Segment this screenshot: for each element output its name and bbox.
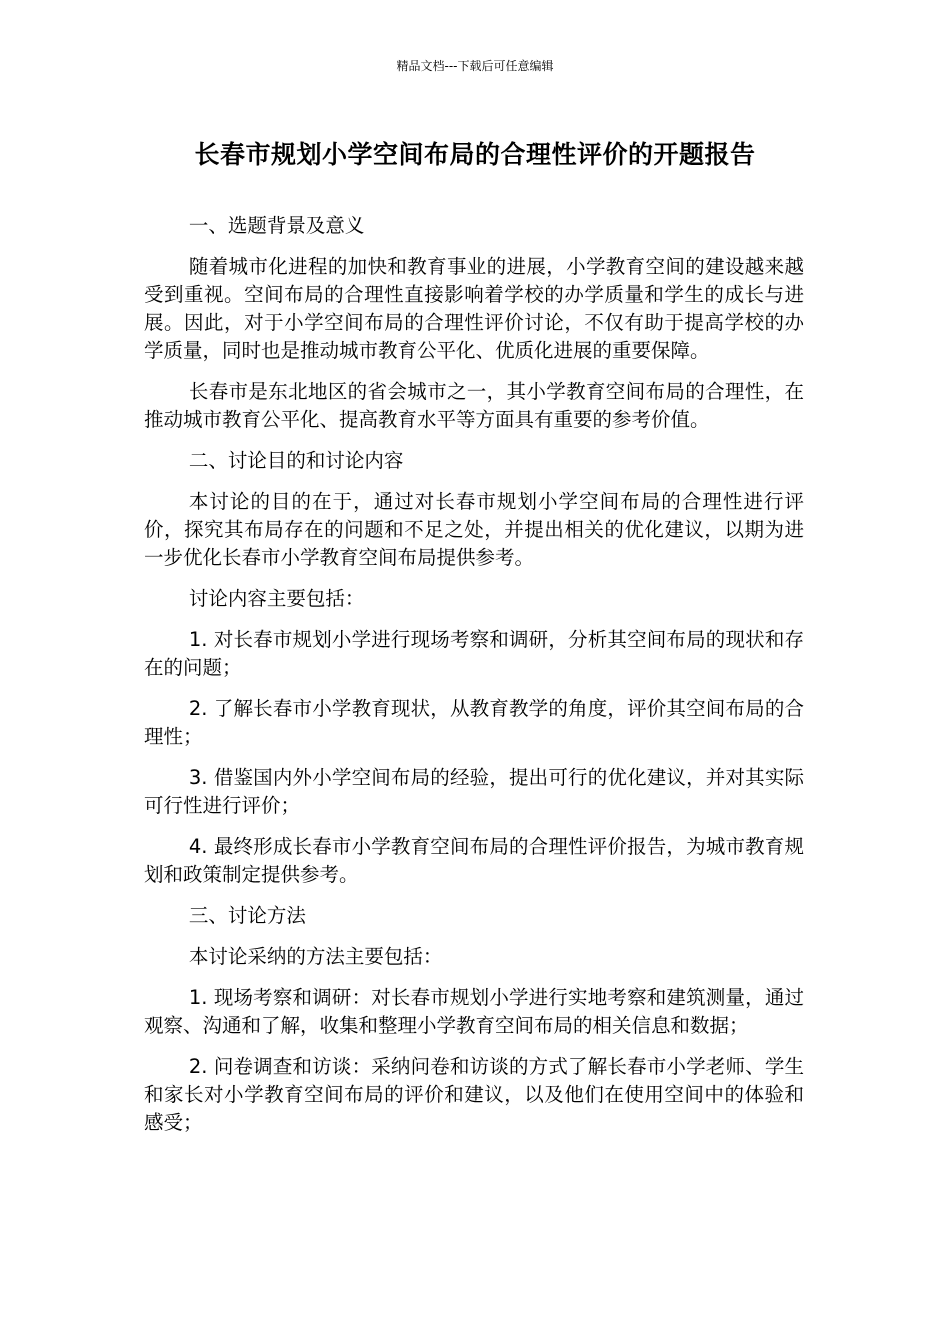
paragraph: 讨论内容主要包括：	[188, 587, 365, 610]
list-item: 1. 对长春市规划小学进行现场考察和调研，分析其空间布局的现状和存在的问题；	[144, 628, 804, 679]
document-body	[144, 212, 804, 1150]
list-item: 2. 问卷调查和访谈：采纳问卷和访谈的方式了解长春市小学老师、学生和家长对小学教育空间布局的评价和建议，以及他们在使用空间中的体验和感受；	[144, 1055, 804, 1134]
section-heading-purpose: 二、讨论目的和讨论内容	[188, 449, 404, 472]
section-heading-background: 一、选题背景及意义	[188, 214, 365, 237]
paragraph: 本讨论采纳的方法主要包括：	[188, 945, 443, 968]
paragraph: 本讨论的目的在于，通过对长春市规划小学空间布局的合理性进行评价，探究其布局存在的问题和不足之处，并提出相关的优化建议，以期为进一步优化长春市小学教育空间布局提供参考。	[144, 490, 804, 569]
list-item: 1. 现场考察和调研：对长春市规划小学进行实地考察和建筑测量，通过观察、沟通和了解，收集和整理小学教育空间布局的相关信息和数据；	[144, 986, 804, 1037]
paragraph: 长春市是东北地区的省会城市之一，其小学教育空间布局的合理性，在推动城市教育公平化、提高教育水平等方面具有重要的参考价值。	[144, 380, 804, 431]
page-header: 精品文档---下载后可任意编辑	[396, 59, 554, 73]
document-title: 长春市规划小学空间布局的合理性评价的开题报告	[194, 140, 756, 169]
list-item: 2. 了解长春市小学教育现状，从教育教学的角度，评价其空间布局的合理性；	[144, 697, 804, 748]
list-item: 3. 借鉴国内外小学空间布局的经验，提出可行的优化建议，并对其实际可行性进行评价；	[144, 766, 804, 817]
paragraph: 随着城市化进程的加快和教育事业的进展，小学教育空间的建设越来越受到重视。空间布局的合理性直接影响着学校的办学质量和学生的成长与进展。因此，对于小学空间布局的合理性评价讨论，不仅有助于提高学校的办学质量，同时也是推动城市教育公平化、优质化进展的重要保障。	[144, 255, 804, 362]
section-heading-methods: 三、讨论方法	[188, 904, 306, 927]
list-item: 4. 最终形成长春市小学教育空间布局的合理性评价报告，为城市教育规划和政策制定提供参考。	[144, 835, 804, 886]
